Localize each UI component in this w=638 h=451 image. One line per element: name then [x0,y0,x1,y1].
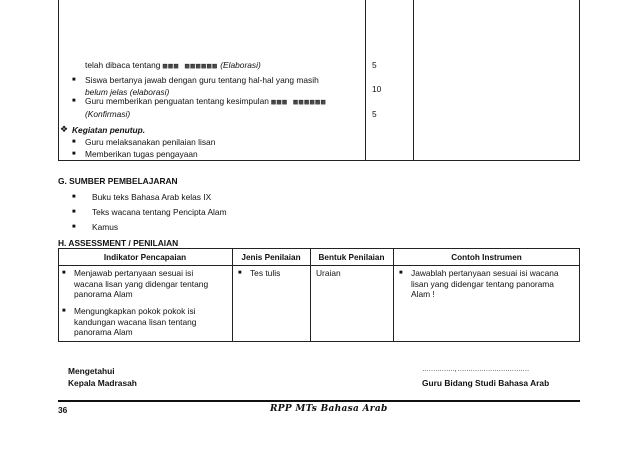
indicator-2-line-2: kandungan wacana lisan tentang [74,316,197,327]
square-bullet-icon: ■ [62,308,66,314]
closing-heading: Kegiatan penutup. [72,125,146,135]
instrument-line-1: Jawablah pertanyaan sesuai isi wacana [411,268,559,278]
indicator-1-line-3: panorama Alam [74,289,133,299]
signature-right-line-2: Guru Bidang Studi Bahasa Arab [422,378,550,388]
activity-row-1-text: telah dibaca tentang [85,60,161,70]
square-bullet-icon: ■ [72,224,76,230]
assessment-form: Uraian [316,268,341,278]
indicator-item-1 [74,268,208,300]
indicator-2-line-3: panorama Alam [74,327,133,337]
activity-row-3 [85,96,326,119]
signature-left-line-2: Kepala Madrasah [68,378,137,388]
activity-row-2-line-1: Siswa bertanya jawab dengan guru tentang hal-hal yang masih [85,75,319,85]
square-bullet-icon: ■ [72,98,76,104]
instrument-example [411,268,559,300]
indicator-1-line-1: Menjawab pertanyaan sesuai isi [74,268,194,278]
activity-table-divider-2 [413,0,414,161]
footer-rule [58,400,580,402]
section-g-heading: G. SUMBER PEMBELAJARAN [58,176,178,186]
square-bullet-icon: ■ [72,194,76,200]
square-bullet-icon: ■ [238,270,242,276]
time-value-1: 5 [372,60,377,70]
square-bullet-icon: ■ [72,151,76,157]
column-header-indikator: Indikator Pencapaian [103,253,187,262]
activity-row-2 [85,75,319,97]
signature-right-line-1: ……………, …………………………… [422,366,529,373]
square-bullet-icon: ■ [72,77,76,83]
arabic-text-glyphs: ▩▩▩ ▩▩▩▩▩▩ [162,61,218,70]
activity-row-3-text: Guru memberikan penguatan tentang kesimpulan [85,96,269,106]
square-bullet-icon: ■ [399,270,403,276]
instrument-line-3: Alam ! [411,289,435,299]
indicator-1-line-2: wacana lisan yang didengar tentang [74,278,209,289]
column-header-bentuk: Bentuk Penilaian [318,253,385,262]
time-value-3: 5 [372,109,377,119]
section-h-heading: H. ASSESSMENT / PENILAIAN [58,238,179,248]
activity-row-3-note: (Konfirmasi) [85,108,131,119]
resource-item-3: Kamus [92,222,119,232]
footer-title: RPP MTs Bahasa Arab [270,404,388,414]
square-bullet-icon: ■ [72,209,76,215]
square-bullet-icon: ■ [72,139,76,145]
column-header-jenis: Jenis Penilaian [241,253,301,262]
signature-left-line-1: Mengetahui [68,366,115,376]
assessment-type: Tes tulis [250,268,281,278]
activity-row-1 [85,60,261,71]
arabic-text-glyphs: ▩▩▩ ▩▩▩▩▩▩ [271,97,327,106]
resource-item-1: Buku teks Bahasa Arab kelas IX [92,192,212,202]
assessment-table-header-rule [58,265,580,266]
indicator-2-line-1: Mengungkapkan pokok pokok isi [74,306,196,316]
page-number: 36 [58,405,68,415]
closing-item-1: Guru melaksanakan penilaian lisan [85,137,216,147]
indicator-item-2 [74,306,196,338]
activity-row-1-note: (Elaborasi) [220,60,261,70]
closing-item-2: Memberikan tugas pengayaan [85,149,198,159]
activity-table-divider-1 [365,0,366,161]
square-bullet-icon: ■ [62,270,66,276]
column-header-contoh: Contoh Instrumen [451,253,522,262]
activity-row-2-line-2-text: belum jelas (elaborasi) [85,86,170,97]
resource-item-2: Teks wacana tentang Pencipta Alam [92,207,227,217]
instrument-line-2: lisan yang didengar tentang panorama [411,278,554,289]
time-value-2: 10 [372,84,382,94]
diamond-bullet-icon: ❖ [60,124,69,134]
